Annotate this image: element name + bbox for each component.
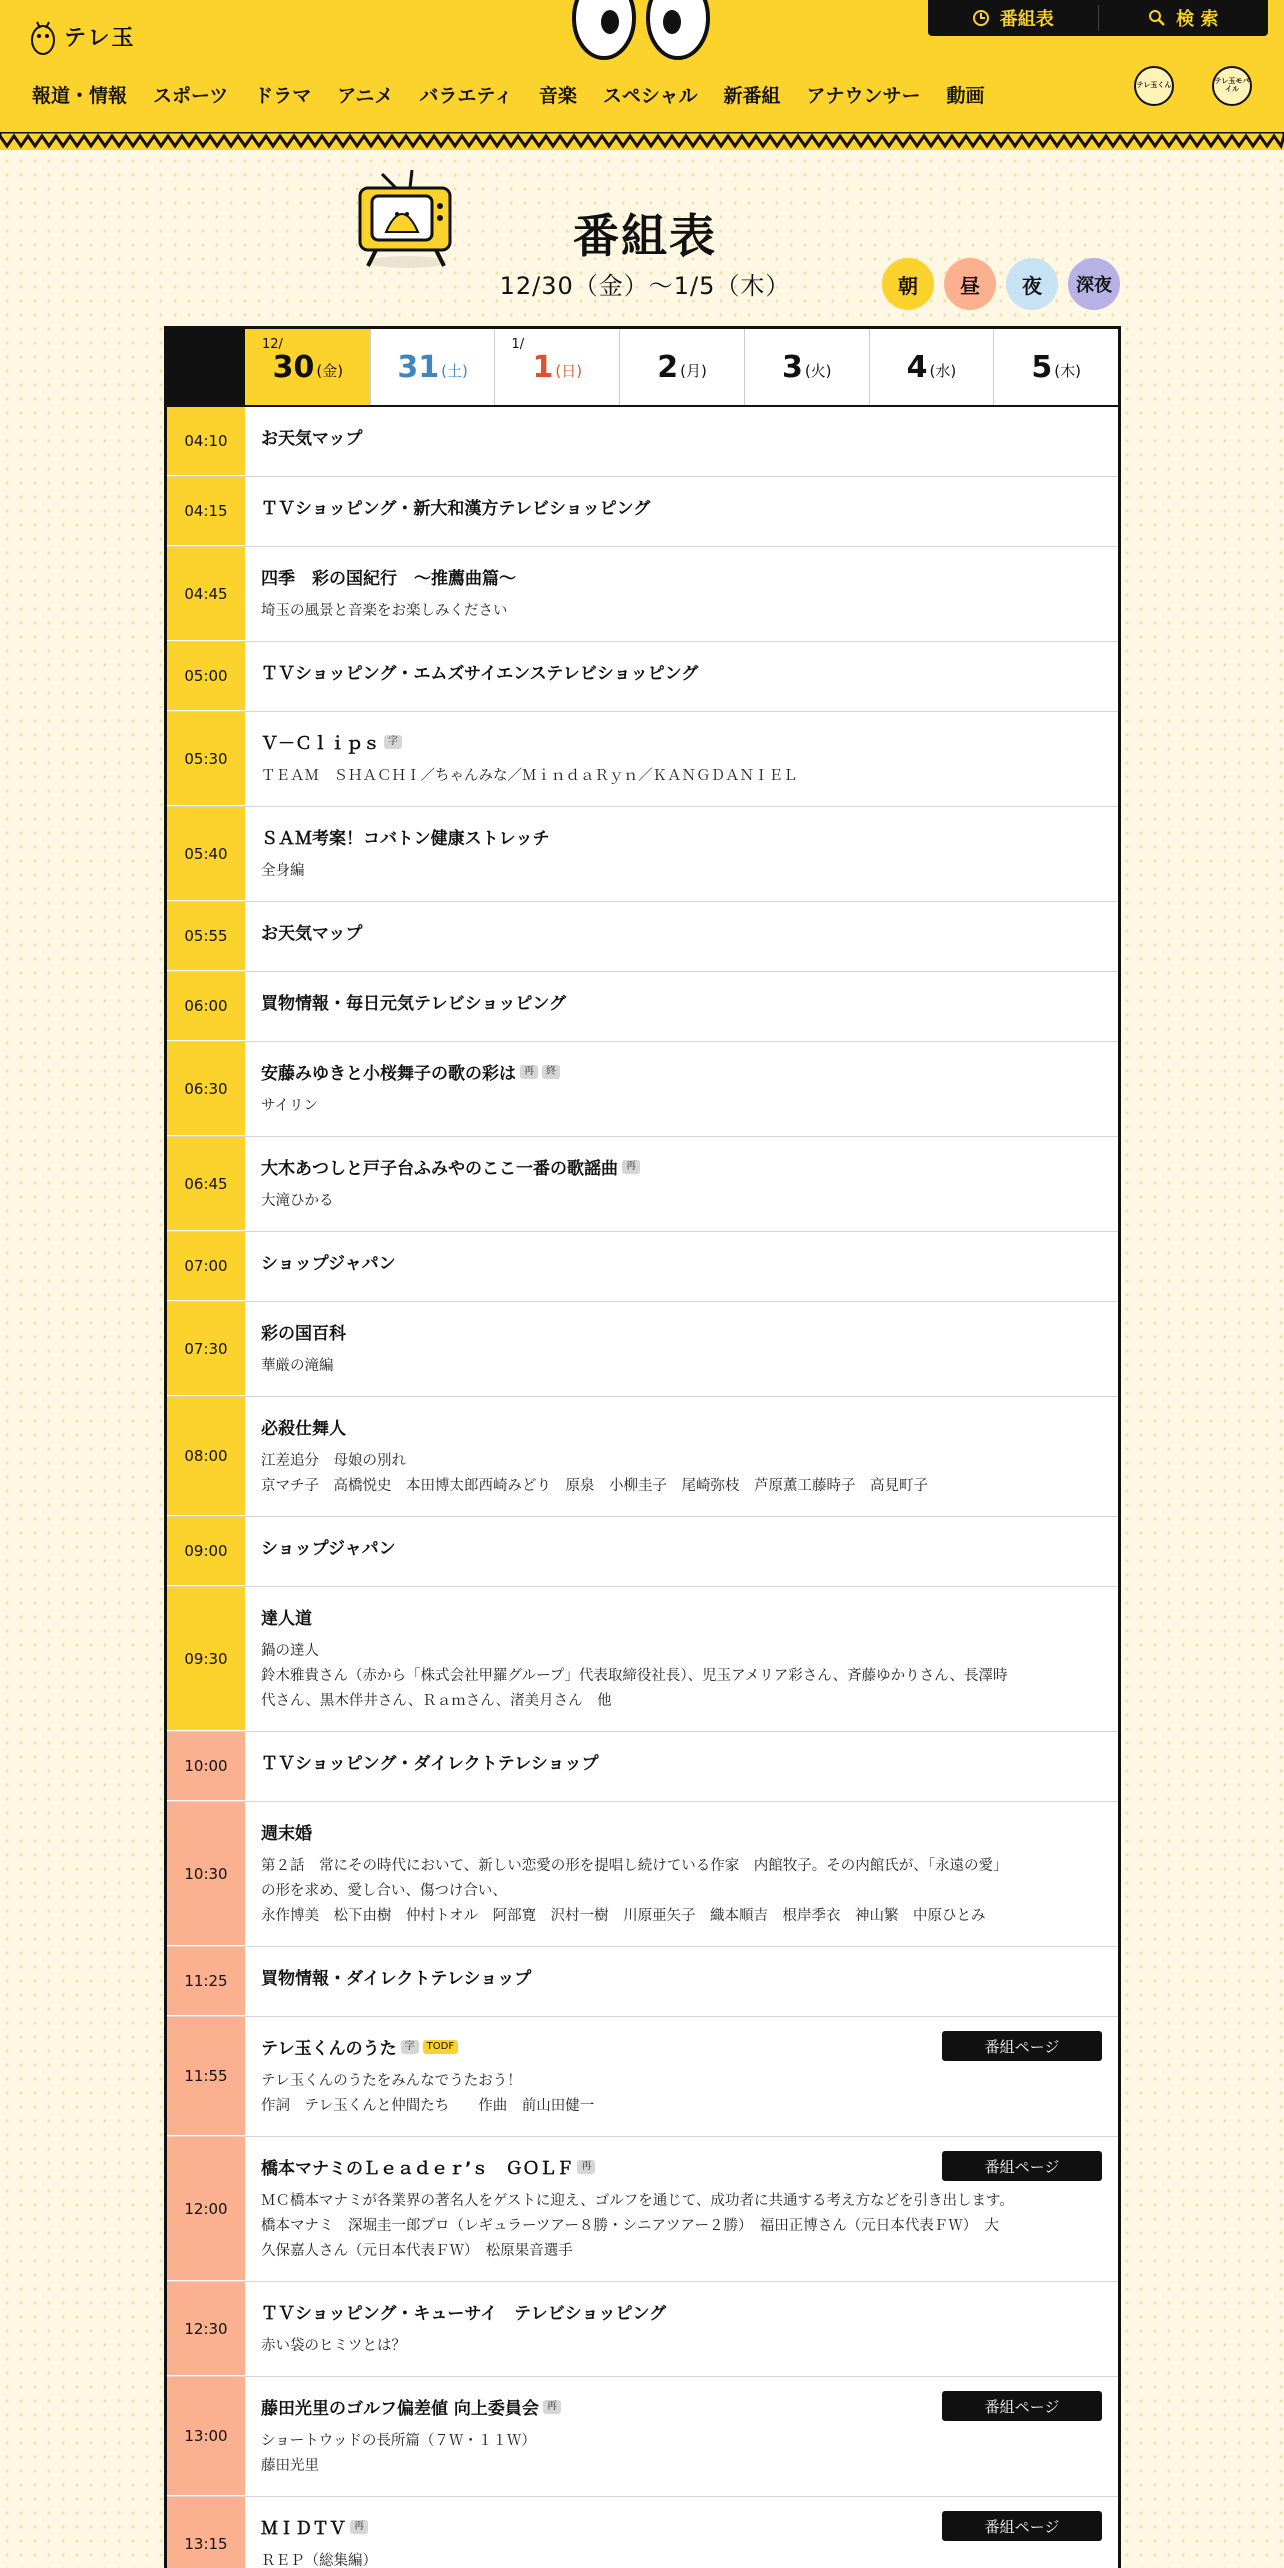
program-row bbox=[167, 712, 1118, 807]
program-description-line: 鍋の達人 bbox=[261, 1643, 319, 1659]
program-time: 07:00 bbox=[167, 1232, 245, 1301]
program-title[interactable] bbox=[261, 564, 1102, 589]
search-icon bbox=[1148, 9, 1166, 27]
program-time: 12:00 bbox=[167, 2137, 245, 2281]
program-info bbox=[245, 1137, 1118, 1231]
program-tag: 終 bbox=[542, 1065, 560, 1079]
day-tab[interactable] bbox=[245, 329, 370, 405]
program-title[interactable] bbox=[261, 1319, 1102, 1344]
program-info bbox=[245, 1587, 1118, 1731]
program-title[interactable] bbox=[261, 824, 1102, 849]
period-late-night-label: 深夜 bbox=[1076, 275, 1112, 296]
program-description-line: 全身編 bbox=[261, 863, 305, 879]
program-tag: 再 bbox=[543, 2400, 561, 2414]
program-row bbox=[167, 2137, 1118, 2282]
program-title[interactable] bbox=[261, 1059, 1102, 1084]
program-time: 05:55 bbox=[167, 902, 245, 971]
program-description-line: サイリン bbox=[261, 1098, 318, 1114]
program-title-text: 必殺仕舞人 bbox=[261, 1419, 346, 1439]
period-morning-button[interactable] bbox=[882, 258, 934, 310]
program-info bbox=[245, 477, 1118, 546]
program-title-text: ショップジャパン bbox=[261, 1254, 396, 1274]
program-description bbox=[261, 1094, 1102, 1119]
program-row bbox=[167, 2497, 1118, 2568]
program-description bbox=[261, 1189, 1102, 1214]
search-button-label: 検 索 bbox=[1176, 9, 1219, 30]
program-description-line: ショートウッドの長所篇（７Ｗ・１１Ｗ） bbox=[261, 2433, 536, 2449]
program-description-line: 京マチ子 高橋悦史 本田博太郎西崎みどり 原泉 小柳圭子 尾崎弥枝 芦原薫工藤時子 高見町子 bbox=[261, 1478, 928, 1494]
day-tab[interactable] bbox=[494, 329, 619, 405]
program-description-line: 大滝ひかる bbox=[261, 1193, 334, 1209]
site-logo[interactable] bbox=[28, 12, 138, 60]
program-info bbox=[245, 1397, 1118, 1516]
program-title[interactable] bbox=[261, 1154, 1102, 1179]
program-row bbox=[167, 1232, 1118, 1302]
page-title: 番組表 bbox=[573, 209, 717, 263]
program-title-text: 大木あつしと戸子台ふみやのここ一番の歌謡曲 bbox=[261, 1159, 618, 1179]
program-row bbox=[167, 1137, 1118, 1232]
program-row bbox=[167, 407, 1118, 477]
program-row bbox=[167, 972, 1118, 1042]
program-row bbox=[167, 1947, 1118, 2017]
program-info bbox=[245, 2282, 1118, 2376]
day-number: 1 bbox=[532, 349, 554, 385]
program-row bbox=[167, 1042, 1118, 1137]
day-weekday: (日) bbox=[555, 361, 583, 380]
program-description bbox=[261, 1354, 1102, 1379]
program-row bbox=[167, 807, 1118, 902]
program-row bbox=[167, 547, 1118, 642]
period-selector bbox=[882, 258, 1120, 310]
tv-mascot-illustration bbox=[352, 166, 458, 270]
day-number: 5 bbox=[1031, 349, 1053, 385]
period-evening-label: 夜 bbox=[1022, 273, 1042, 298]
program-info bbox=[245, 2497, 1118, 2568]
nav-item-announcer[interactable]: アナウンサー bbox=[806, 84, 921, 107]
program-description-line: ＭＣ橋本マナミが各業界の著名人をゲストに迎え、ゴルフを通じて、成功者に共通する考え方などを引き出します。 bbox=[261, 2193, 1014, 2209]
program-time: 06:45 bbox=[167, 1137, 245, 1231]
nav-item-variety[interactable]: バラエティ bbox=[419, 84, 513, 107]
day-tab[interactable] bbox=[869, 329, 994, 405]
program-title[interactable] bbox=[261, 1749, 1102, 1774]
day-number: 4 bbox=[906, 349, 928, 385]
program-info bbox=[245, 642, 1118, 711]
program-info bbox=[245, 712, 1118, 806]
logo-text: テレ玉 bbox=[64, 25, 136, 51]
site-header bbox=[0, 0, 1284, 150]
teletama-mascot-icon bbox=[28, 16, 58, 56]
nav-item-new-programs[interactable]: 新番組 bbox=[723, 84, 781, 107]
nav-item-sports[interactable]: スポーツ bbox=[153, 84, 229, 107]
program-title[interactable] bbox=[261, 1534, 1102, 1559]
program-title-text: 安藤みゆきと小桜舞子の歌の彩は bbox=[261, 1064, 516, 1084]
day-month: 1/ bbox=[511, 337, 525, 352]
program-row bbox=[167, 2377, 1118, 2497]
program-row bbox=[167, 1802, 1118, 1947]
program-title-text: お天気マップ bbox=[261, 429, 363, 449]
program-tag: 再 bbox=[622, 1160, 640, 1174]
day-weekday: (木) bbox=[1054, 361, 1081, 380]
program-row bbox=[167, 477, 1118, 547]
period-noon-button[interactable] bbox=[944, 258, 996, 310]
program-title-text: 達人道 bbox=[261, 1609, 312, 1629]
program-title-text: 買物情報・ダイレクトテレショップ bbox=[261, 1969, 532, 1989]
program-description bbox=[261, 2069, 1102, 2119]
program-title-text: テレ玉くんのうた bbox=[261, 2039, 397, 2059]
program-page-button[interactable]: 番組ページ bbox=[942, 2391, 1102, 2421]
day-weekday: (火) bbox=[804, 361, 832, 380]
teletama-mobile-button[interactable] bbox=[1212, 66, 1252, 106]
program-description-line: 橋本マナミ 深堀圭一郎プロ（レギュラーツアー８勝・シニアツアー２勝） 福田正博さん（元日本代表ＦＷ） 大 bbox=[261, 2218, 1000, 2234]
program-tag: TODF bbox=[423, 2040, 458, 2054]
nav-item-special[interactable]: スペシャル bbox=[602, 84, 698, 107]
nav-item-drama[interactable]: ドラマ bbox=[254, 84, 312, 107]
day-tab[interactable] bbox=[993, 329, 1118, 405]
program-info bbox=[245, 2377, 1118, 2496]
program-row bbox=[167, 642, 1118, 712]
program-title[interactable] bbox=[261, 424, 1102, 449]
program-row bbox=[167, 1397, 1118, 1517]
program-description-line: 代さん、黒木伴井さん、Ｒａｍさん、渚美月さん 他 bbox=[261, 1693, 612, 1709]
program-description-line: 華厳の滝編 bbox=[261, 1358, 334, 1374]
program-description-line: ＴＥＡＭ ＳＨＡＣＨＩ／ちゃんみな／ＭｉｎｄａＲｙｎ／ＫＡＮＧＤＡＮＩＥＬ bbox=[261, 768, 798, 784]
program-time: 04:45 bbox=[167, 547, 245, 641]
program-description bbox=[261, 1639, 1102, 1714]
day-weekday: (土) bbox=[441, 361, 468, 380]
program-title[interactable] bbox=[261, 2299, 1102, 2324]
program-title[interactable] bbox=[261, 729, 1102, 754]
program-time: 10:30 bbox=[167, 1802, 245, 1946]
program-row bbox=[167, 1587, 1118, 1732]
program-info bbox=[245, 807, 1118, 901]
program-time: 13:15 bbox=[167, 2497, 245, 2568]
program-title[interactable] bbox=[261, 494, 1102, 519]
header-zigzag-border bbox=[0, 132, 1284, 152]
nav-item-anime[interactable]: アニメ bbox=[337, 84, 394, 107]
program-title-text: お天気マップ bbox=[261, 924, 363, 944]
program-tag: 再 bbox=[577, 2160, 595, 2174]
program-row bbox=[167, 1517, 1118, 1587]
program-info bbox=[245, 1232, 1118, 1301]
program-description-line: の形を求め、愛し合い、傷つけ合い、 bbox=[261, 1883, 507, 1899]
program-info bbox=[245, 1517, 1118, 1586]
day-number: 2 bbox=[657, 349, 679, 385]
period-morning-label: 朝 bbox=[898, 273, 918, 298]
nav-item-news[interactable]: 報道・情報 bbox=[32, 84, 128, 107]
program-title-text: 橋本マナミのＬｅａｄｅｒ’ｓ ＧＯＬＦ bbox=[261, 2159, 574, 2179]
program-description bbox=[261, 1854, 1102, 1929]
day-weekday: (月) bbox=[680, 361, 707, 380]
day-tab[interactable] bbox=[744, 329, 869, 405]
program-description bbox=[261, 599, 1102, 624]
program-title-text: ＴＶショッピング・ダイレクトテレショップ bbox=[261, 1754, 599, 1774]
program-time: 07:30 bbox=[167, 1302, 245, 1396]
program-row bbox=[167, 1302, 1118, 1397]
program-time: 05:40 bbox=[167, 807, 245, 901]
program-page-button[interactable]: 番組ページ bbox=[942, 2031, 1102, 2061]
program-info bbox=[245, 547, 1118, 641]
program-time: 11:25 bbox=[167, 1947, 245, 2016]
program-description bbox=[261, 2189, 1102, 2264]
period-late-night-button[interactable] bbox=[1068, 258, 1120, 310]
program-description-line: 赤い袋のヒミツとは？ bbox=[261, 2338, 406, 2354]
program-title[interactable] bbox=[261, 1604, 1102, 1629]
day-tab[interactable] bbox=[370, 329, 495, 405]
program-time: 04:15 bbox=[167, 477, 245, 546]
program-description-line: 第２話 常にその時代において、新しい恋愛の形を提唱し続けている作家 内館牧子。その内館氏が、「永遠の愛」 bbox=[261, 1858, 1008, 1874]
program-page-button[interactable]: 番組ページ bbox=[942, 2511, 1102, 2541]
program-description-line: テレ玉くんのうたをみんなでうたおう！ bbox=[261, 2073, 522, 2089]
program-time: 13:00 bbox=[167, 2377, 245, 2496]
nav-item-music[interactable]: 音楽 bbox=[538, 84, 577, 107]
program-time: 05:30 bbox=[167, 712, 245, 806]
schedule-button[interactable] bbox=[928, 5, 1098, 31]
program-title[interactable] bbox=[261, 1414, 1102, 1439]
program-info bbox=[245, 2017, 1118, 2136]
program-title-text: 買物情報・毎日元気テレビショッピング bbox=[261, 994, 566, 1014]
program-info bbox=[245, 2137, 1118, 2281]
program-title[interactable] bbox=[261, 989, 1102, 1014]
program-info bbox=[245, 902, 1118, 971]
program-description-line: 鈴木雅貴さん（赤から「株式会社甲羅グループ」代表取締役社長）、児玉アメリア彩さん、斉藤ゆかりさん、長澤時 bbox=[261, 1668, 1008, 1684]
teletama-kun-button[interactable] bbox=[1134, 66, 1174, 106]
program-description-line: ＲＥＰ（総集編） bbox=[261, 2553, 377, 2568]
program-time: 10:00 bbox=[167, 1732, 245, 1801]
program-tag: 字 bbox=[401, 2040, 419, 2054]
program-list bbox=[167, 407, 1118, 2568]
program-description bbox=[261, 764, 1102, 789]
program-title-text: Ｖ－Ｃｌｉｐｓ bbox=[261, 734, 380, 754]
schedule-table bbox=[164, 326, 1121, 2568]
program-title[interactable] bbox=[261, 1249, 1102, 1274]
program-time: 11:55 bbox=[167, 2017, 245, 2136]
program-title-text: 彩の国百科 bbox=[261, 1324, 346, 1344]
program-tag: 再 bbox=[350, 2520, 368, 2534]
program-info bbox=[245, 1302, 1118, 1396]
program-title[interactable] bbox=[261, 919, 1102, 944]
day-month: 12/ bbox=[262, 337, 283, 352]
program-row bbox=[167, 2017, 1118, 2137]
day-weekday: (水) bbox=[929, 361, 957, 380]
program-title-text: ＴＶショッピング・キューサイ テレビショッピング bbox=[261, 2304, 667, 2324]
program-row bbox=[167, 1732, 1118, 1802]
search-button[interactable] bbox=[1098, 5, 1269, 31]
program-info bbox=[245, 1947, 1118, 2016]
program-title-text: 週末婚 bbox=[261, 1824, 312, 1844]
program-title-text: ＴＶショッピング・エムズサイエンステレビショッピング bbox=[261, 664, 699, 684]
program-title-text: ＴＶショッピング・新大和漢方テレビショッピング bbox=[261, 499, 651, 519]
period-evening-button[interactable] bbox=[1006, 258, 1058, 310]
day-weekday: (金) bbox=[316, 361, 344, 380]
program-title-text: 藤田光里のゴルフ偏差値 向上委員会 bbox=[261, 2399, 539, 2419]
day-number: 31 bbox=[397, 349, 440, 385]
program-info bbox=[245, 1732, 1118, 1801]
program-description-line: 永作博美 松下由樹 仲村トオル 阿部寛 沢村一樹 川原亜矢子 織本順吉 根岸季衣 神山繁 中原ひとみ bbox=[261, 1908, 986, 1924]
program-info bbox=[245, 407, 1118, 476]
program-title[interactable] bbox=[261, 1819, 1102, 1844]
day-tab[interactable] bbox=[619, 329, 744, 405]
program-description-line: 江差追分 母娘の別れ bbox=[261, 1453, 406, 1469]
program-time: 08:00 bbox=[167, 1397, 245, 1516]
teletama-kun-label: テレ玉くん bbox=[1136, 81, 1172, 90]
program-time: 06:00 bbox=[167, 972, 245, 1041]
program-info bbox=[245, 972, 1118, 1041]
program-time: 06:30 bbox=[167, 1042, 245, 1136]
program-tag: 字 bbox=[384, 735, 402, 749]
program-description bbox=[261, 859, 1102, 884]
program-time: 09:00 bbox=[167, 1517, 245, 1586]
schedule-button-label: 番組表 bbox=[999, 9, 1054, 30]
program-title-text: ＳＡＭ考案！コバトン健康ストレッチ bbox=[261, 829, 550, 849]
program-description-line: 藤田光里 bbox=[261, 2458, 319, 2474]
program-description bbox=[261, 1449, 1102, 1499]
day-number: 30 bbox=[272, 349, 315, 385]
program-title-text: 四季 彩の国紀行 ～推薦曲篇～ bbox=[261, 569, 516, 589]
main-nav bbox=[24, 70, 998, 118]
program-description bbox=[261, 2429, 1102, 2479]
program-title-text: ＭＩＤＴＶ bbox=[261, 2519, 346, 2539]
program-title[interactable] bbox=[261, 659, 1102, 684]
program-description-line: 作詞 テレ玉くんと仲間たち 作曲 前山田健一 bbox=[261, 2098, 595, 2114]
teletama-mobile-label: テレ玉モバイル bbox=[1214, 77, 1250, 93]
date-range: 12/30（金）〜1/5（木） bbox=[499, 272, 791, 300]
program-tag: 再 bbox=[520, 1065, 538, 1079]
program-time: 04:10 bbox=[167, 407, 245, 476]
day-number: 3 bbox=[781, 349, 803, 385]
day-selector bbox=[167, 329, 1118, 407]
program-page-button[interactable]: 番組ページ bbox=[942, 2151, 1102, 2181]
clock-icon bbox=[972, 9, 990, 27]
program-description-line: 埼玉の風景と音楽をお楽しみください bbox=[261, 603, 508, 619]
period-noon-label: 昼 bbox=[960, 273, 980, 298]
program-title-text: ショップジャパン bbox=[261, 1539, 396, 1559]
program-info bbox=[245, 1802, 1118, 1946]
program-time: 12:30 bbox=[167, 2282, 245, 2376]
program-description bbox=[261, 2549, 1102, 2568]
program-description bbox=[261, 2334, 1102, 2359]
program-time: 09:30 bbox=[167, 1587, 245, 1731]
program-row bbox=[167, 2282, 1118, 2377]
program-row bbox=[167, 902, 1118, 972]
program-title[interactable] bbox=[261, 1964, 1102, 1989]
program-time: 05:00 bbox=[167, 642, 245, 711]
top-bar bbox=[928, 0, 1268, 36]
day-row-corner bbox=[167, 329, 245, 405]
mascot-eyes-icon bbox=[566, 0, 716, 62]
nav-item-video[interactable]: 動画 bbox=[946, 84, 985, 107]
program-description-line: 久保嘉人さん（元日本代表ＦＷ） 松原果音選手 bbox=[261, 2243, 573, 2259]
program-info bbox=[245, 1042, 1118, 1136]
